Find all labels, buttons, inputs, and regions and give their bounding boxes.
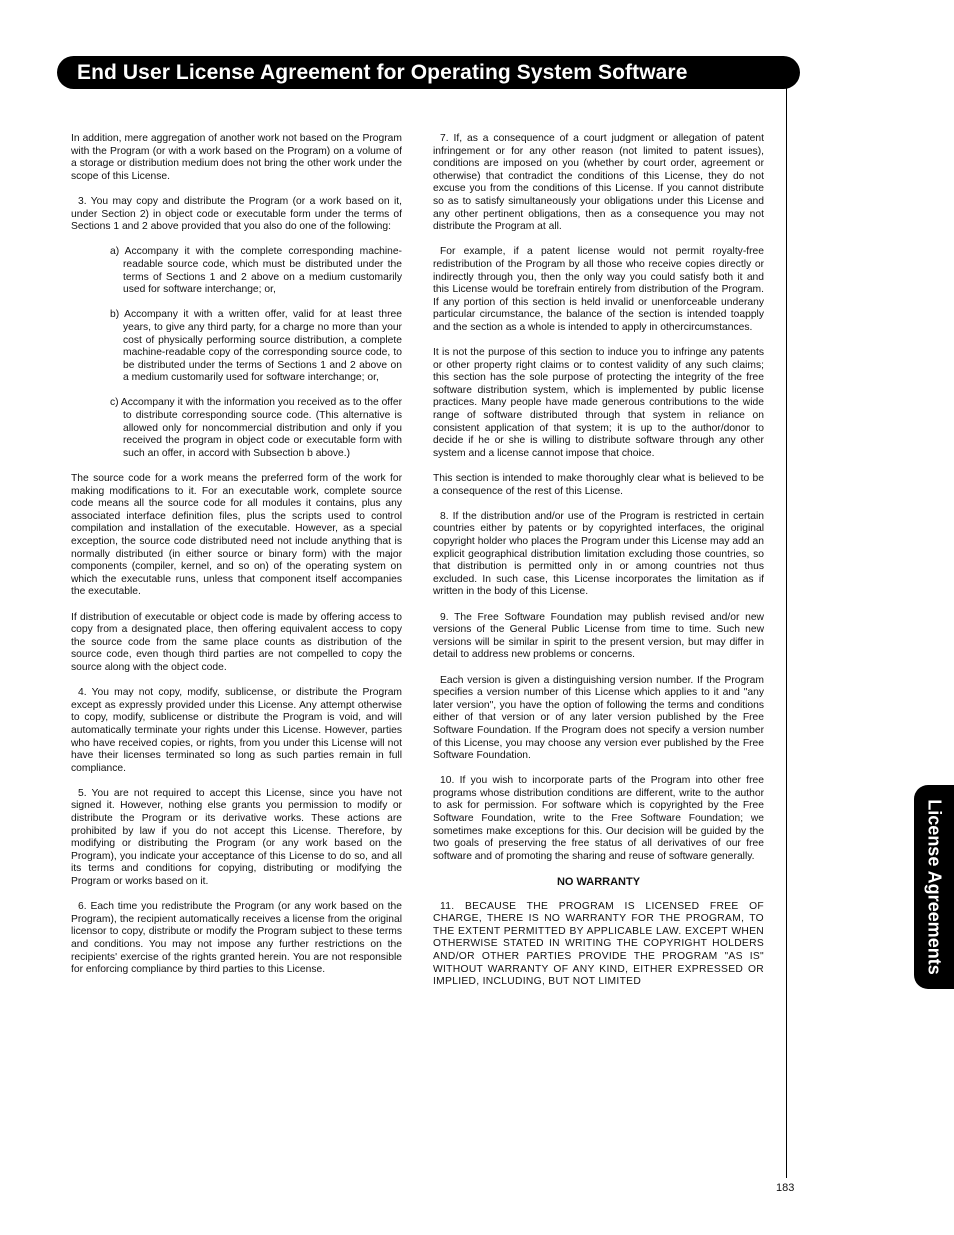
paragraph: In addition, mere aggregation of another work not based on the Program with the Program (or with a work based on the Program) on a volume of a storage or distribution medium does not bring the other work under the scope of this License. <box>71 133 402 182</box>
paragraph: If distribution of executable or object code is made by offering access to copy from a designated place, then offering equivalent access to copy the source code from the same place counts as distribution of the source code, even though third parties are not compelled to copy the source along with the object code. <box>71 611 402 673</box>
section-8-paragraph: 8. If the distribution and/or use of the Program is restricted in certain countries either by patents or by copyrighted interfaces, the original copyright holder who places the Program under this License may add an explicit geographical distribution limitation excluding those countries, so that distribution is permitted only in or among countries not thus excluded. In such case, this License incorporates the limitation as if written in the body of this License. <box>433 510 764 598</box>
right-column <box>433 133 764 1001</box>
side-tab-label: License Agreements <box>924 799 945 975</box>
section-5-paragraph: 5. You are not required to accept this License, since you have not signed it. However, nothing else grants you permission to modify or distribute the Program or its derivative works. These actions are prohibited by law if you do not accept this License. Therefore, by modifying or distributing the Program (or any work based on the Program), you indicate your acceptance of this License to do so, and all its terms and conditions for copying, distributing or modifying the Program or works based on it. <box>71 787 402 888</box>
page-title: End User License Agreement for Operating System Software <box>77 60 688 84</box>
paragraph: This section is intended to make thoroughly clear what is believed to be a consequence of the rest of this License. <box>433 473 764 497</box>
section-9-paragraph: 9. The Free Software Foundation may publish revised and/or new versions of the General Public License from time to time. Such new versions will be similar in spirit to the present version, but may differ in detail to address new problems or concerns. <box>433 611 764 661</box>
section-4-paragraph: 4. You may not copy, modify, sublicense, or distribute the Program except as expressly provided under this License. Any attempt otherwise to copy, modify, sublicense or distribute the Program is void, and will automatically terminate your rights under this License. However, parties who have received copies, or rights, from you under this License will not have their licenses terminated so long as such parties remain in full compliance. <box>71 687 402 774</box>
subsection-c: c) Accompany it with the information you received as to the offer to distribute corresponding source code. (This alternative is allowed only for noncommercial distribution and only if you received the program in object code or executable form with such an offer, in accord with Subsection b above.) <box>110 397 402 459</box>
paragraph: The source code for a work means the preferred form of the work for making modifications to it. For an executable work, complete source code means all the source code for all modules it contains, plus any associated interface definition files, plus the scripts used to control compilation and installation of the executable. However, as a special exception, the source code distributed need not include anything that is normally distributed (in either source or binary form) with the major components (compiler, kernel, and so on) of the operating system on which the executable runs, unless that component itself accompanies the executable. <box>71 473 402 598</box>
section-10-paragraph: 10. If you wish to incorporate parts of the Program into other free programs whose distribution conditions are different, write to the author to ask for permission. For software which is copyrighted by the Free Software Foundation, write to the Free Software Foundation; we sometimes make exceptions for this. Our decision will be guided by the two goals of preserving the free status of all derivatives of our free software and of promoting the sharing and reuse of software generally. <box>433 775 764 862</box>
section-heading: NO WARRANTY <box>556 876 641 889</box>
side-tab <box>914 785 954 989</box>
section-11-paragraph: 11. BECAUSE THE PROGRAM IS LICENSED FREE OF CHARGE, THERE IS NO WARRANTY FOR THE PROGRAM, TO THE EXTENT PERMITTED BY APPLICABLE LAW. EXCEPT WHEN OTHERWISE STATED IN WRITING THE COPYRIGHT HOLDERS AND/OR OTHER PARTIES PROVIDE THE PROGRAM "AS IS" WITHOUT WARRANTY OF ANY KIND, EITHER EXPRESSED OR IMPLIED, INCLUDING, BUT NOT LIMITED <box>433 900 764 988</box>
paragraph: Each version is given a distinguishing version number. If the Program specifies a version number of this License which applies to it and "any later version", you have the option of following the terms and conditions either of that version or of any later version published by the Free Software Foundation. If the Program does not specify a version number of this License, you may choose any version ever published by the Free Software Foundation. <box>433 674 764 762</box>
vertical-divider <box>786 88 787 1178</box>
section-3-paragraph: 3. You may copy and distribute the Program (or a work based on it, under Section 2) in object code or executable form under the terms of Sections 1 and 2 above provided that you also do one of the following: <box>71 195 402 233</box>
subsection-a: a) Accompany it with the complete corresponding machine-readable source code, which must be distributed under the terms of Sections 1 and 2 above on a medium customarily used for software interchange; or, <box>110 246 402 296</box>
left-column <box>71 133 402 989</box>
subsection-b: b) Accompany it with a written offer, valid for at least three years, to give any third party, for a charge no more than your cost of physically performing source distribution, a complete machine-readable copy of the corresponding source code, to be distributed under the terms of Sections 1 and 2 above on a medium customarily used for software interchange; or, <box>110 309 402 384</box>
paragraph: It is not the purpose of this section to induce you to infringe any patents or other property right claims or to contest validity of any such claims; this section has the sole purpose of protecting the integrity of the free software distribution system, which is implemented by public license practices. Many people have made generous contributions to the wide range of software distributed through that system in reliance on consistent application of that system; it is up to the author/donor to decide if he or she is willing to distribute software through any other system and a license cannot impose that choice. <box>433 347 764 459</box>
page-title-bar <box>57 56 800 89</box>
paragraph: For example, if a patent license would not permit royalty-free redistribution of the Program by all those who receive copies directly or indirectly through you, then the only way you could satisfy both it and this License would be torefrain entirely from distribution of the Program. If any portion of this section is held invalid or unenforceable underany particular circumstance, the balance of the section is intended toapply and the section as a whole is intended to apply in othercircumstances. <box>433 246 764 333</box>
page-number: 183 <box>776 1182 795 1194</box>
section-7-paragraph: 7. If, as a consequence of a court judgment or allegation of patent infringement or for any other reason (not limited to patent issues), conditions are imposed on you (whether by court order, agreement or otherwise) that contradict the conditions of this License, they do not excuse you from the conditions of this License. If you cannot distribute so as to satisfy simultaneously your obligations under this License and any other pertinent obligations, then as a consequence you may not distribute the Program at all. <box>433 133 764 233</box>
section-6-paragraph: 6. Each time you redistribute the Program (or any work based on the Program), the recipient automatically receives a license from the original licensor to copy, distribute or modify the Program subject to these terms and conditions. You may not impose any further restrictions on the recipients' exercise of the rights granted herein. You are not responsible for enforcing compliance by third parties to this License. <box>71 901 402 976</box>
